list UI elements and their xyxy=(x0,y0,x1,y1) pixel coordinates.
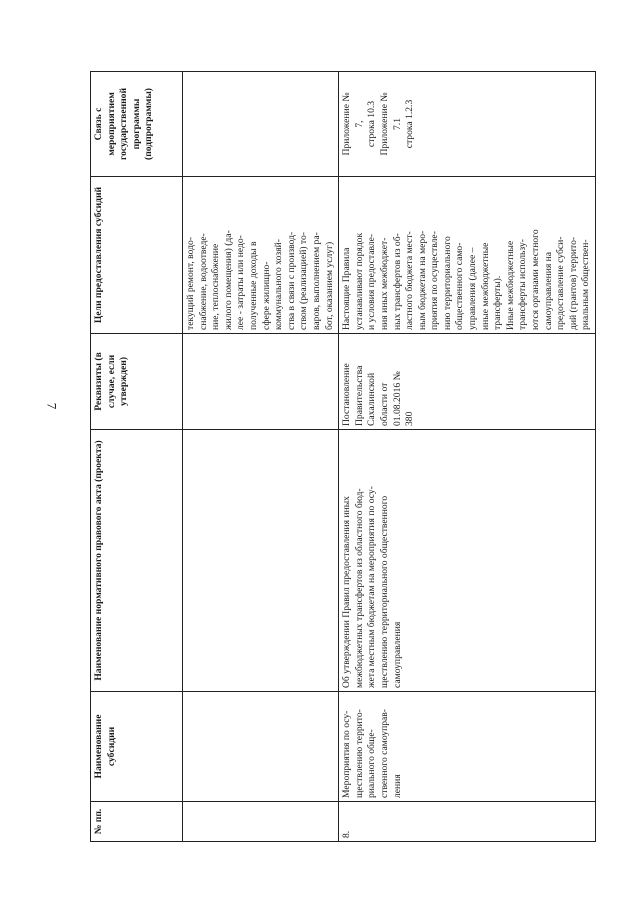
subsidies-table xyxy=(90,71,596,842)
header-requisites: Реквизиты (в случае, если утвержден) xyxy=(91,334,183,430)
header-row xyxy=(91,72,183,842)
cell-row8-subsidy-name: Мероприятия по осу- ществлению террито- риального обще- ственного самоуправ- ления xyxy=(339,692,596,802)
header-act-name: Наименование нормативного правового акта (проекта) xyxy=(91,430,183,692)
cell-num-empty xyxy=(183,802,339,842)
cell-row8-act-name: Об утверждении Правил предоставления иных межбюджетных трансфертов из областного бюд- жета местным бюджетам на мероприятия по осу- ществлению территориального общественного самоуправления xyxy=(339,430,596,692)
header-program-link: Связь с мероприятием государственной программы (подпрограммы) xyxy=(91,72,183,177)
cell-row8-program-link: Приложение № 7, строка 10.3 Приложение № 7.1 строка 1.2.3 xyxy=(339,72,596,177)
cell-link-empty xyxy=(183,72,339,177)
header-num: № пп. xyxy=(91,802,183,842)
header-subsidy-name: Наименование субсидии xyxy=(91,692,183,802)
header-goals: Цели предоставления субсидий xyxy=(91,177,183,334)
cell-act-empty xyxy=(183,430,339,692)
cell-requisites-empty xyxy=(183,334,339,430)
cell-row8-goals: Настоящие Правила устанавливают порядок и условия предоставле- ния иных межбюджет- ных трансфертов из об- ластного бюджета мест- ным бюджетам на меро- приятия по осуществле- нию территориального общественного само- управления (далее – иные межбюджетные трансферты). Иные межбюджетные трансферты использу- ются органами местного самоуправления на предоставление субси- дий (грантов) террито- риальным обществен- xyxy=(339,177,596,334)
table-row-continued xyxy=(183,72,339,842)
table-row-8 xyxy=(339,72,596,842)
cell-row8-requisites: Постановление Правительства Сахалинской области от 01.08.2016 № 380 xyxy=(339,334,596,430)
cell-row8-num: 8. xyxy=(339,802,596,842)
rotated-table-container xyxy=(90,72,596,842)
cell-name-empty xyxy=(183,692,339,802)
page-number: 7 xyxy=(44,402,60,410)
cell-goals-continued: текущий ремонт, водо- снабжение, водоотведе- ние, теплоснабжение жилого помещения) (да- лее - затраты или недо- полученные доходы в сфере жилищно- коммунального хозяй- ства в связи с производ- ством (реализацией) то- варов, выполнением ра- бот, оказанием услуг) xyxy=(183,177,339,334)
